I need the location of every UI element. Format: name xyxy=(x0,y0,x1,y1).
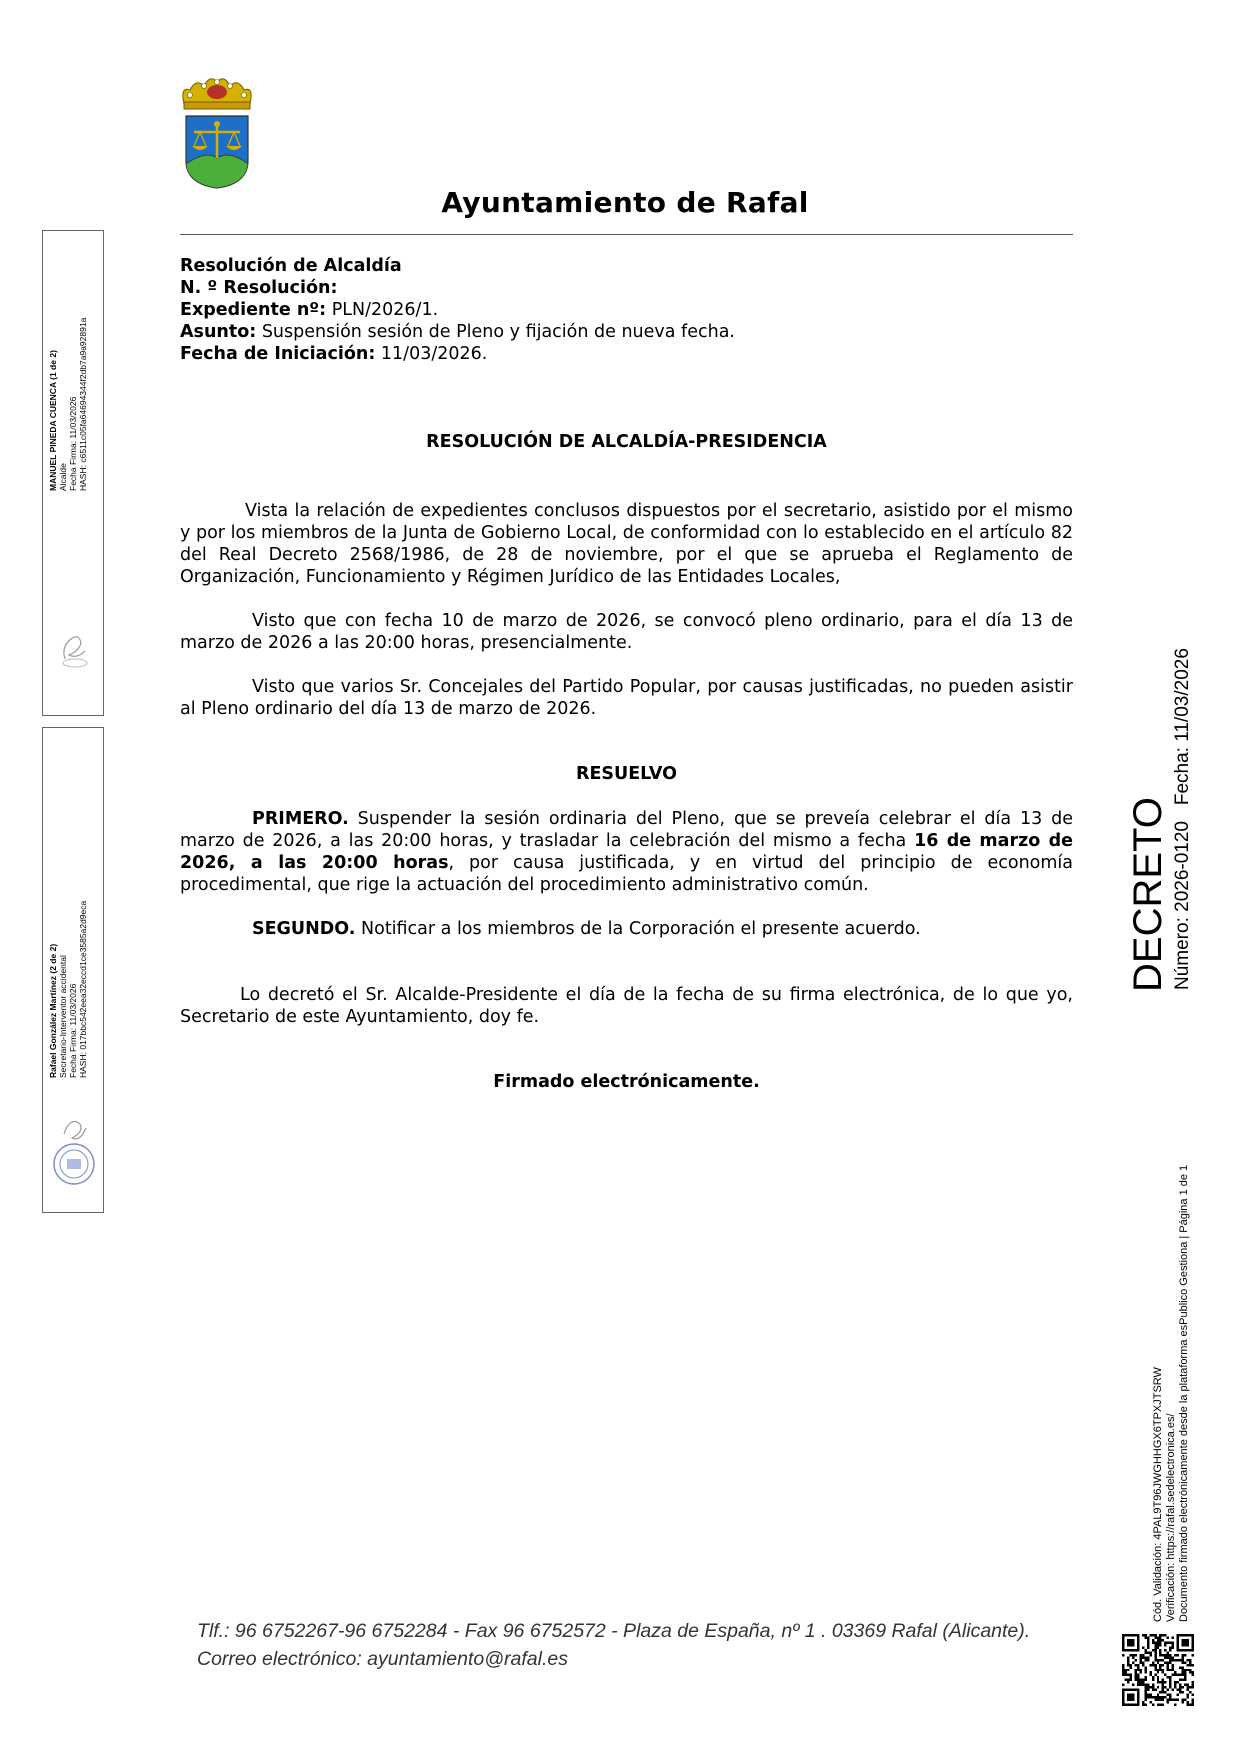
decreto-numero: Número: 2026-0120 xyxy=(1172,821,1193,990)
primero-text-1: Suspender la sesión ordinaria del Pleno, que se preveía celebrar el día 13 de marzo de 2026, a las 20:00 horas, y trasladar la celebración del mismo a fecha xyxy=(180,809,1073,851)
signature-1-date: Fecha Firma: 11/03/2026 xyxy=(68,396,78,491)
signature-1-stamp-icon xyxy=(57,629,91,669)
footer-contact-line: Tlf.: 96 6752267-96 6752284 - Fax 96 6752572 - Plaza de España, nº 1 . 03369 Rafal (Alicante). xyxy=(197,1620,1031,1642)
expediente-value: PLN/2026/1. xyxy=(326,300,439,320)
resolution-heading: RESOLUCIÓN DE ALCALDÍA-PRESIDENCIA xyxy=(426,432,827,452)
expediente-line xyxy=(180,299,1073,321)
qr-code xyxy=(1122,1634,1194,1706)
decreto-fecha: Fecha: 11/03/2026 xyxy=(1172,648,1193,806)
signature-2-text xyxy=(48,901,88,1078)
signature-2-date: Fecha Firma: 11/03/2026 xyxy=(68,983,78,1078)
fecha-label: Fecha de Iniciación: xyxy=(180,344,376,364)
signature-2-role: Secretario-Interventor accidental xyxy=(58,955,68,1078)
firmado-electronicamente: Firmado electrónicamente. xyxy=(493,1072,760,1092)
primero-bold-date: 16 de marzo de 2026, a las 20:00 horas xyxy=(180,831,1073,873)
asunto-label: Asunto: xyxy=(180,322,257,342)
signature-2-name: Rafael González Martínez (2 de 2) xyxy=(48,943,58,1078)
signature-1-text xyxy=(48,318,88,491)
title-divider xyxy=(180,234,1073,235)
resuelvo-heading: RESUELVO xyxy=(575,764,678,784)
fecha-value: 11/03/2026. xyxy=(375,344,488,364)
numero-label: N. º Resolución: xyxy=(180,278,338,298)
paragraph-primero xyxy=(180,808,1073,896)
fecha-line xyxy=(180,343,1073,365)
paragraph-segundo xyxy=(180,918,1073,940)
page-title: Ayuntamiento de Rafal xyxy=(441,186,809,219)
asunto-line xyxy=(180,321,1073,343)
validation-block xyxy=(1152,1165,1191,1622)
resolucion-label: Resolución de Alcaldía xyxy=(180,256,402,276)
segundo-text: Notificar a los miembros de la Corporación el presente acuerdo. xyxy=(355,919,921,939)
primero-text-2: , por causa justificada, y en virtud del principio de economía procedimental, que rige la actuación del procedimiento administrativo común. xyxy=(180,853,1073,895)
signature-1-name: MANUEL PINEDA CUENCA (1 de 2) xyxy=(48,350,58,491)
validation-url: Verificación: https://rafal.sedelectronica.es/ xyxy=(1165,1413,1177,1622)
segundo-label: SEGUNDO. xyxy=(252,919,356,939)
signature-box-2 xyxy=(42,727,104,1213)
footer-email-line: Correo electrónico: ayuntamiento@rafal.es xyxy=(197,1648,568,1670)
paragraph-visto-concejales: Visto que varios Sr. Concejales del Partido Popular, por causas justificadas, no pueden asistir al Pleno ordinario del día 13 de marzo de 2026. xyxy=(180,677,1073,719)
decreto-number-date xyxy=(1172,648,1194,990)
signature-box-1 xyxy=(42,230,104,716)
primero-label: PRIMERO. xyxy=(252,809,349,829)
validation-platform: Documento firmado electrónicamente desde la plataforma esPublico Gestiona | Página 1 de 1 xyxy=(1178,1164,1190,1622)
paragraph-vista: Vista la relación de expedientes conclusos dispuestos por el secretario, asistido por el mismo y por los miembros de la Junta de Gobierno Local, de conformidad con lo establecido en el artículo 82 del Real Decreto 2568/1986, de 28 de noviembre, por el que se aprueba el Reglamento de Organización, Funcionamiento y Régimen Jurídico de las Entidades Locales, xyxy=(180,501,1073,587)
paragraph-lo-decreto: Lo decretó el Sr. Alcalde-Presidente el día de la fecha de su firma electrónica, de lo que yo, Secretario de este Ayuntamiento, doy fe. xyxy=(180,985,1073,1027)
signature-1-hash: HASH: c6511c05fa64694344f2db7a9a92891a xyxy=(78,317,88,491)
numero-line xyxy=(180,277,1073,299)
decreto-label: DECRETO xyxy=(1126,797,1170,992)
validation-code: Cód. Validación: 4PAL9T96JWGHHGX6TPXJTSRW xyxy=(1152,1367,1164,1622)
paragraph-visto-convocatoria: Visto que con fecha 10 de marzo de 2026, se convocó pleno ordinario, para el día 13 de marzo de 2026 a las 20:00 horas, presencialmente. xyxy=(180,611,1073,653)
asunto-value: Suspensión sesión de Pleno y fijación de nueva fecha. xyxy=(256,322,735,342)
expediente-label: Expediente nº: xyxy=(180,300,327,320)
signature-2-seal-icon xyxy=(50,1112,98,1192)
signature-1-role: Alcalde xyxy=(58,463,68,491)
signature-2-hash: HASH: 017bbc542eea32eccd1ce3585a2d9eca xyxy=(78,900,88,1078)
coat-of-arms-logo xyxy=(176,72,258,192)
resolucion-line xyxy=(180,255,1073,277)
